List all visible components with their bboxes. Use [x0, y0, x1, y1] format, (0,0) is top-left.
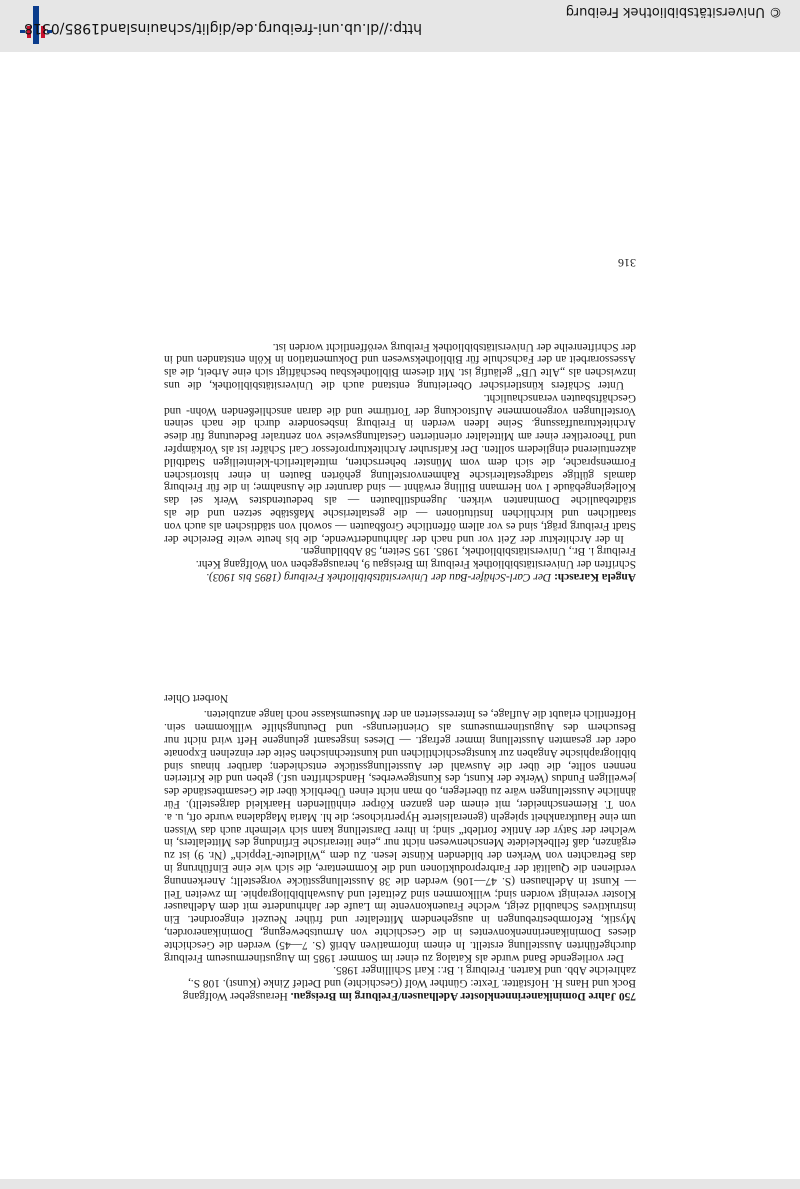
review-carl-schaefer-bau	[164, 340, 636, 583]
review-bibliographic-details: Herausgeber Wolfgang Bock und Hans H. Hofstätter. Texte: Günther Wolf (Geschichte) und Detlef Zinke (Kunst). 108 S., zahlreiche Abb. und Karten. Freiburg i. Br.: Karl Schillinger 1985.	[182, 964, 636, 1002]
review-title: Der Carl-Schäfer-Bau der Universitätsbibliothek Freiburg (1895 bis 1903).	[206, 571, 552, 583]
document-url-link[interactable]: http://dl.ub.uni-freiburg.de/diglit/schauinsland1985/0318	[24, 20, 422, 36]
library-credit: © Universitätsbibliothek Freiburg	[565, 4, 782, 19]
review-heading	[164, 964, 636, 1002]
review-paragraph: In der Architektur der Zeit vor und nach der Jahrhundertwende, die bis heute weite Bereiche der Stadt Freiburg prägt, sind es vor allem öffentliche Großbauten — sowohl von städtischen als auch von staatlichen und kirchlichen Institutionen — die gestalterische Maßstäbe setzen und die als städtebauliche Dominanten wirken. Jugendstilbauten — als bedeutendstes Werk sei das Kollegiengebäude I von Hermann Billing erwähnt — sind darunter die Ausnahme; in die für Freiburg damals gültige stadtgestalterische Rahmenvorstellung gehörten Bauten in einer historischen Formensprache, die sich dem vom Münster beherrschten, mittelalterlich-kleinteiligen Stadtbild akzentuierend eingliedern sollten. Der Karlsruher Architekturprofessor Carl Schäfer ist als Vorkämpfer und Theoretiker einer am Mittelalter orientierten Gestaltungsweise von zentraler Bedeutung für diese Architekturauffassung. Seine Ideen werden in Freiburg insbesondere durch die nach seinen Vorstellungen vorgenommene Aufstockung der Tortürme und die daran anschließenden Wohn- und Geschäftsbauten veranschaulicht.	[164, 391, 636, 545]
review-author: Angela Karasch:	[554, 571, 636, 583]
page-number: 316	[618, 256, 636, 270]
review-paragraph: Unter Schäfers künstlerischer Oberleitung entstand auch die Universitätsbibliothek, die uns inzwischen als „Alte UB“ geläufig ist. Mit diesem Bibliotheksbau beschäftigt sich eine Arbeit, die als Assessorarbeit an der Fachschule für Bibliothekswesen und Dokumentation in Köln entstanden und in der Schriftenreihe der Universitätsbibliothek Freiburg veröffentlicht worden ist.	[164, 340, 636, 392]
review-title: 750 Jahre Dominikanerinnenkloster Adelhausen/Freiburg im Breisgau.	[290, 990, 636, 1002]
review-bibliographic-details: Schriften der Universitätsbibliothek Freiburg im Breisgau 9, herausgegeben von Wolfgang Kehr. Freiburg i. Br., Universitätsbibliothek, 1985. 195 Seiten, 58 Abbildungen.	[195, 545, 636, 571]
review-adelhausen	[164, 691, 636, 1002]
review-body: Der vorliegende Band wurde als Katalog zu einer im Sommer 1985 im Augustinermuseum Freiburg durchgeführten Ausstellung erstellt. In einem informativen Abriß (S. 7—45) werden die Geschichte dieses Dominikanerinnenkonventes in die Geschichte von Armutsbewegung, Dominikanerorden, Mystik, Reformbestrebungen in ausgehendem Mittelalter und früher Neuzeit eingeordnet. Ein instruktives Schaubild zeigt, welche Frauenkonvente im Laufe der Jahrhunderte mit dem Adelhauser Kloster vereinigt worden sind; willkommen sind Zeittafel und Auswahlbibliographie. Im zweiten Teil — Kunst in Adelhausen (S. 47—106) werden die 38 Ausstellungsstücke vorgestellt; Anerkennung verdienen die Qualität der Farbreproduktionen und die Kommentare, die sich wie eine Einführung in das Betrachten von Werken der bildenden Künste lesen. Zu dem „Wildleute-Teppich“ (Nr. 9) ist zu ergänzen, daß fellbekleidete Menschenwesen nicht nur „eine literarische Erfindung des Mittelalters, in welcher der Satyr der Antike fortlebt“ sind; in ihrer Darstellung kann sich vielmehr auch das Wissen um eine Hautkrankheit spiegeln (generalisierte Hypertrichose; die hl. Maria Magdalena wurde oft, u. a. von T. Riemenschneider, mit einem den ganzen Körper einhüllenden Haarkleid dargestellt). Für ähnliche Ausstellungen wäre zu überlegen, ob man nicht einen Überblick über die Gesamtbestände des jeweiligen Fundus (Werke der Kunst, des Kunstgewerbes, Handschriften usf.) geben und die Kriterien nennen sollte, die über die Auswahl der Ausstellungsstücke entschieden; darüber hinaus sind bibliographische Angaben zur kunstgeschichtlichen und kunsttechnischen Seite der einzelnen Exponate oder der gesamten Ausstellung immer gefragt. — Dieses insgesamt gelungene Heft wird nicht nur Besuchern des Augustinermuseums als Orientierungs- und Deutungshilfe willkommen sein. Hoffentlich erlaubt die Auflage, es Interessierten an der Museumskasse noch lange anzubieten.	[164, 708, 636, 964]
footer-bar	[0, 1179, 800, 1189]
review-signature: Norbert Ohler	[164, 691, 229, 704]
review-heading	[164, 545, 636, 583]
